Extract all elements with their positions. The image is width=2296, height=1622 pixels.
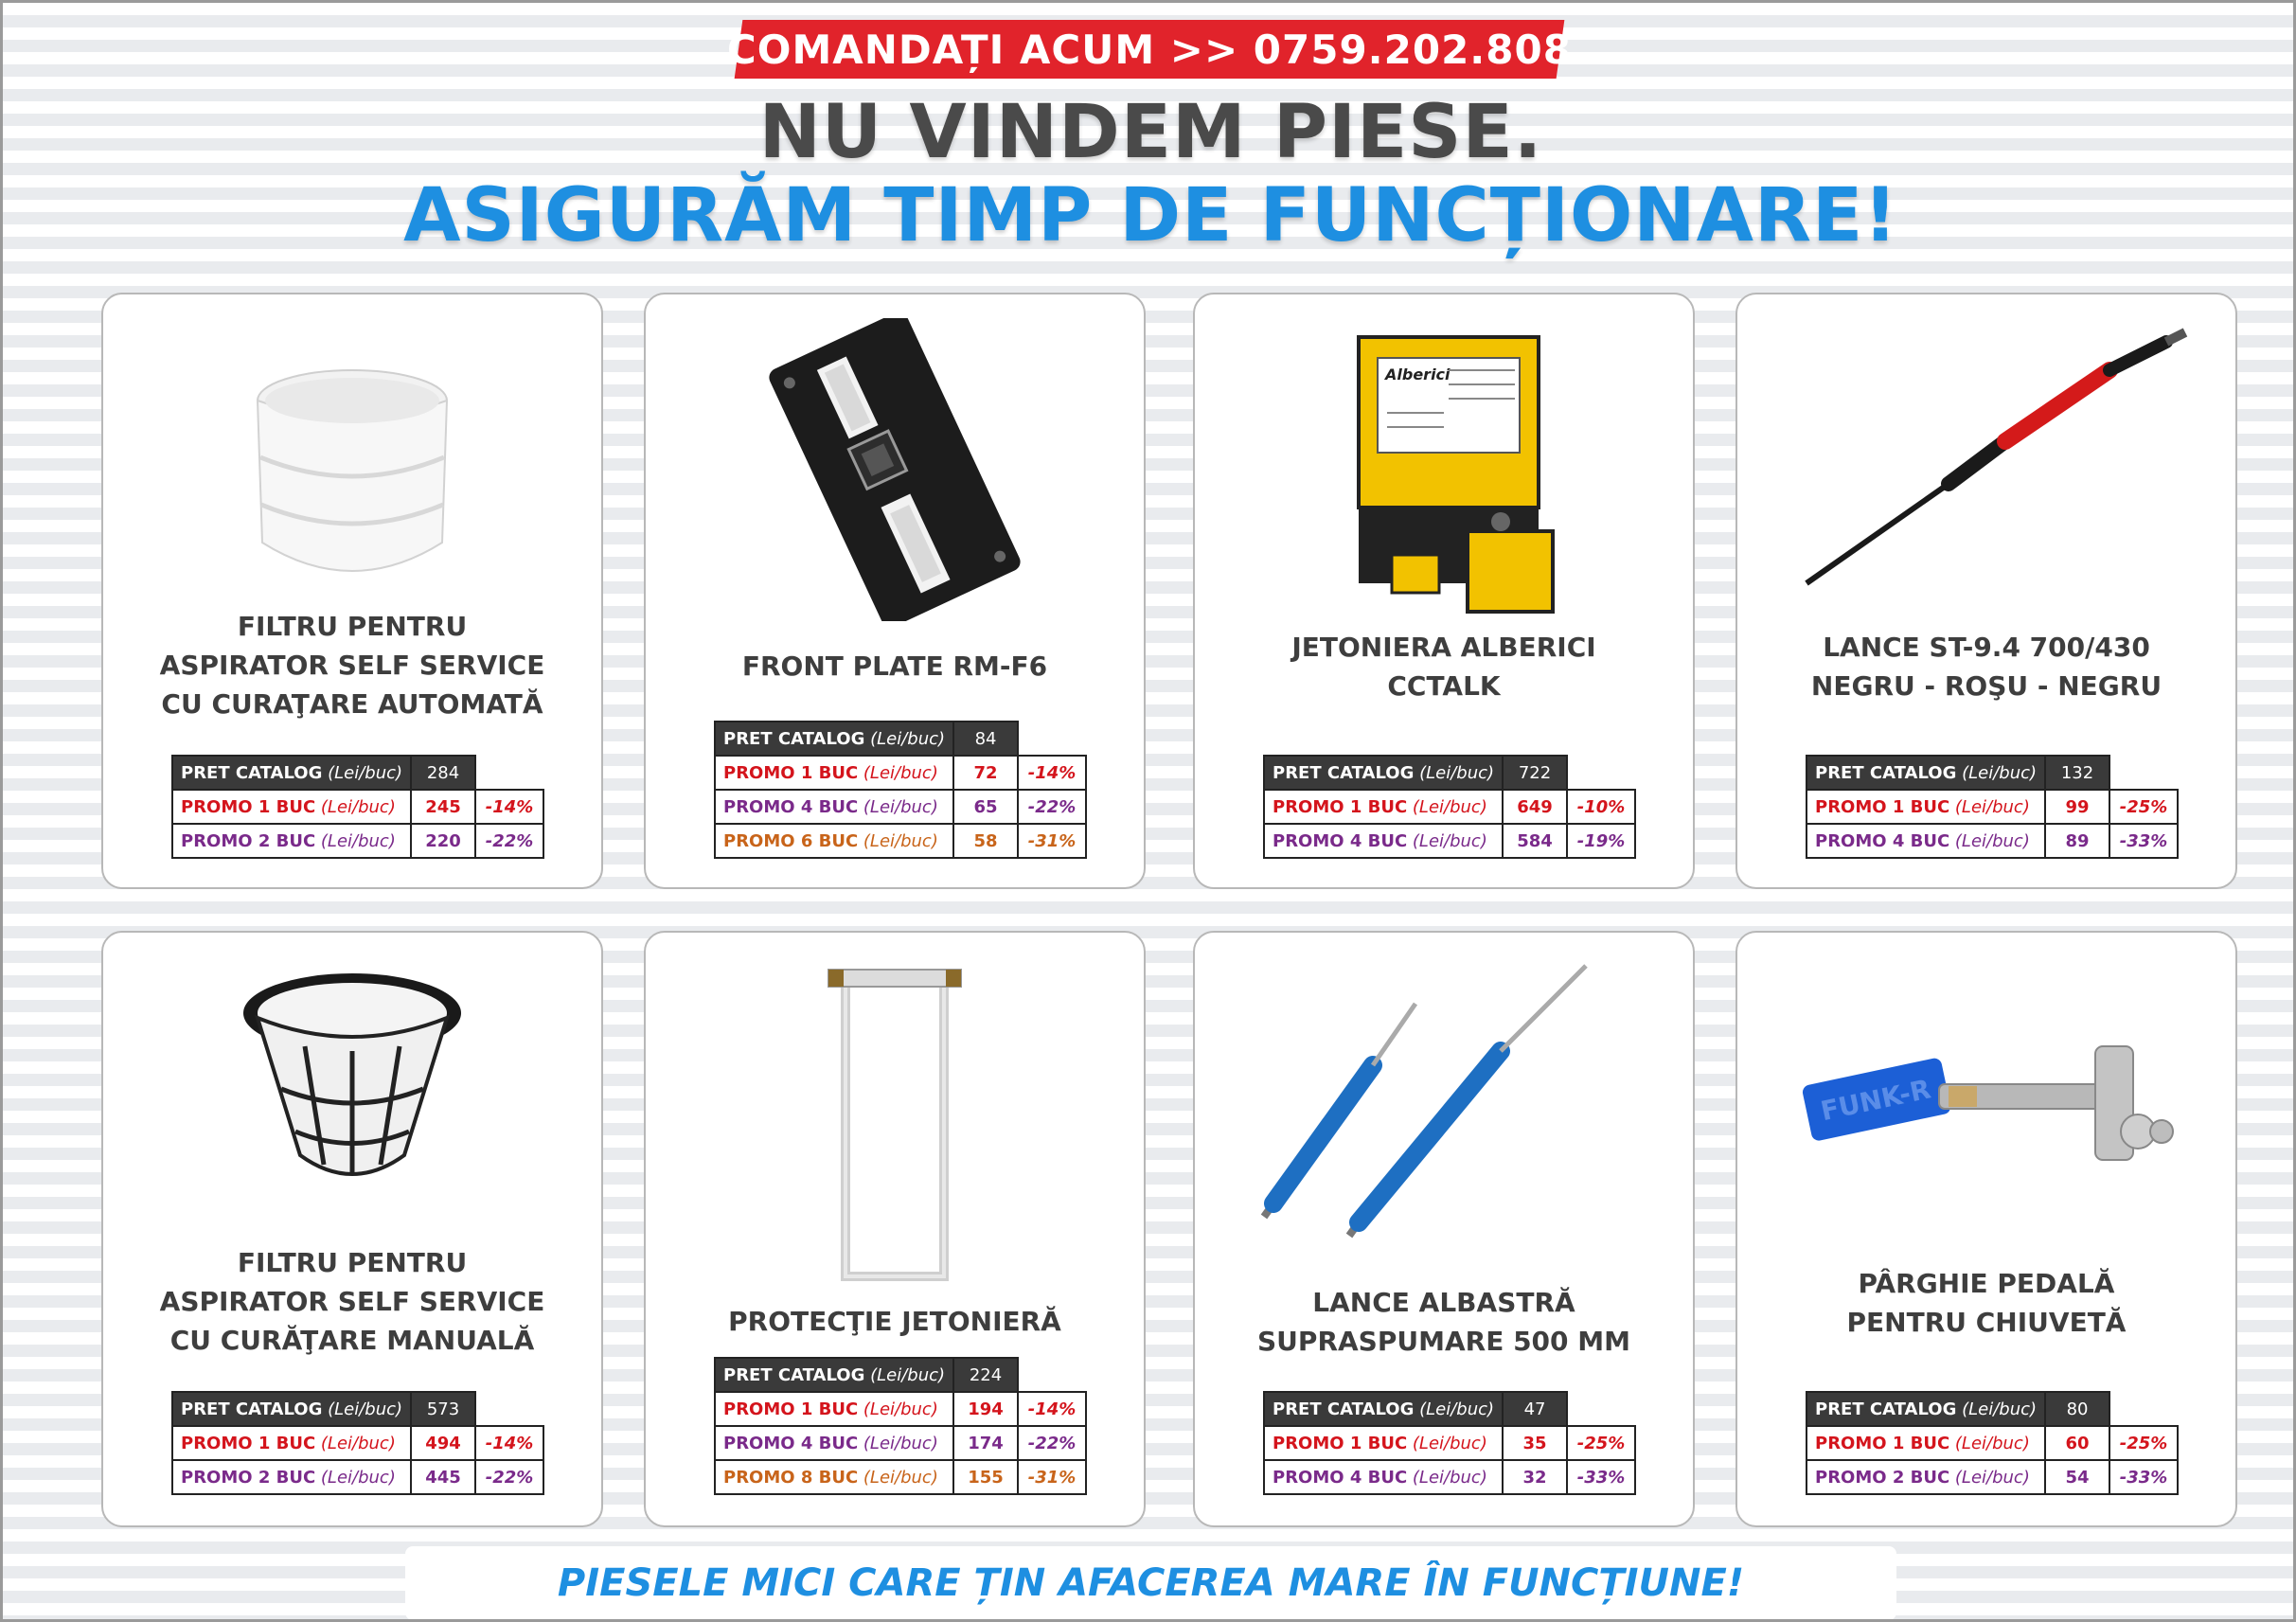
filter-basket-icon (103, 961, 601, 1217)
product-card-frame-guard[interactable] (644, 931, 1146, 1527)
order-now-banner[interactable] (727, 20, 1572, 79)
price-table: PRET CATALOG (Lei/buc) 722 PROMO 1 BUC (Lei/buc) 649 -10% PROMO 4 BUC (Lei/buc) 584 -19% (1263, 755, 1636, 859)
price-table: PRET CATALOG (Lei/buc) 284 PROMO 1 BUC (Lei/buc) 245 -14% PROMO 2 BUC (Lei/buc) 220 -22% (171, 755, 544, 859)
lance-red-black-icon (1737, 313, 2235, 626)
headline-primary: NU VINDEM PIESE. (758, 90, 1543, 175)
product-title: FILTRU PENTRU ASPIRATOR SELF SERVICE CU CURAŢARE AUTOMATĂ (159, 611, 545, 720)
footer-banner (405, 1546, 1896, 1620)
price-table: PRET CATALOG (Lei/buc) 80 PROMO 1 BUC (Lei/buc) 60 -25% PROMO 2 BUC (Lei/buc) 54 -33% (1806, 1391, 2179, 1495)
product-title: PÂRGHIE PEDALĂ PENTRU CHIUVETĂ (1846, 1268, 2127, 1338)
filter-bag-icon (103, 315, 601, 637)
price-table: PRET CATALOG (Lei/buc) 224 PROMO 1 BUC (Lei/buc) 194 -14% PROMO 4 BUC (Lei/buc) 174 -22% PROMO 8 BUC (Lei/buc) 155 -31% (714, 1357, 1087, 1495)
price-table: PRET CATALOG (Lei/buc) 132 PROMO 1 BUC (Lei/buc) 99 -25% PROMO 4 BUC (Lei/buc) 89 -33% (1806, 755, 2179, 859)
product-title: FILTRU PENTRU ASPIRATOR SELF SERVICE CU CURĂŢARE MANUALĂ (159, 1247, 545, 1356)
product-card-lance-red[interactable] (1735, 293, 2237, 889)
product-card-coin-acceptor[interactable] (1193, 293, 1695, 889)
product-card-filter-auto[interactable] (101, 293, 603, 889)
product-card-pedal-lever[interactable] (1735, 931, 2237, 1527)
lance-blue-icon (1195, 952, 1693, 1255)
product-title: LANCE ALBASTRĂ SUPRASPUMARE 500 MM (1257, 1287, 1630, 1357)
brand-text: FUNK-R (1818, 1073, 1934, 1128)
order-now-text: COMANDAȚI ACUM >> 0759.202.808 (727, 26, 1572, 73)
product-title: JETONIERA ALBERICI CCTALK (1291, 632, 1596, 702)
product-card-front-plate[interactable] (644, 293, 1146, 889)
frame-guard-icon (646, 966, 1144, 1288)
price-table: PRET CATALOG (Lei/buc) 573 PROMO 1 BUC (Lei/buc) 494 -14% PROMO 2 BUC (Lei/buc) 445 -22% (171, 1391, 544, 1495)
front-plate-icon (646, 313, 1144, 626)
product-card-filter-manual[interactable] (101, 931, 603, 1527)
coin-acceptor-icon (1195, 323, 1693, 626)
brand-text: Alberici (1385, 365, 1451, 383)
product-title: LANCE ST-9.4 700/430 NEGRU - ROŞU - NEGRU (1810, 632, 2163, 702)
headline-secondary: ASIGURĂM TIMP DE FUNCȚIONARE! (403, 173, 1898, 258)
product-title: FRONT PLATE RM-F6 (741, 651, 1048, 682)
product-title: PROTECŢIE JETONIERĂ (728, 1306, 1061, 1337)
price-table: PRET CATALOG (Lei/buc) 84 PROMO 1 BUC (Lei/buc) 72 -14% PROMO 4 BUC (Lei/buc) 65 -22% PROMO 6 BUC (Lei/buc) 58 -31% (714, 721, 1087, 859)
price-table: PRET CATALOG (Lei/buc) 47 PROMO 1 BUC (Lei/buc) 35 -25% PROMO 4 BUC (Lei/buc) 32 -33% (1263, 1391, 1636, 1495)
footer-tagline: PIESELE MICI CARE ȚIN AFACEREA MARE ÎN FUNCȚIUNE! (557, 1561, 1745, 1605)
pedal-lever-icon (1737, 1008, 2235, 1217)
product-card-lance-blue[interactable] (1193, 931, 1695, 1527)
